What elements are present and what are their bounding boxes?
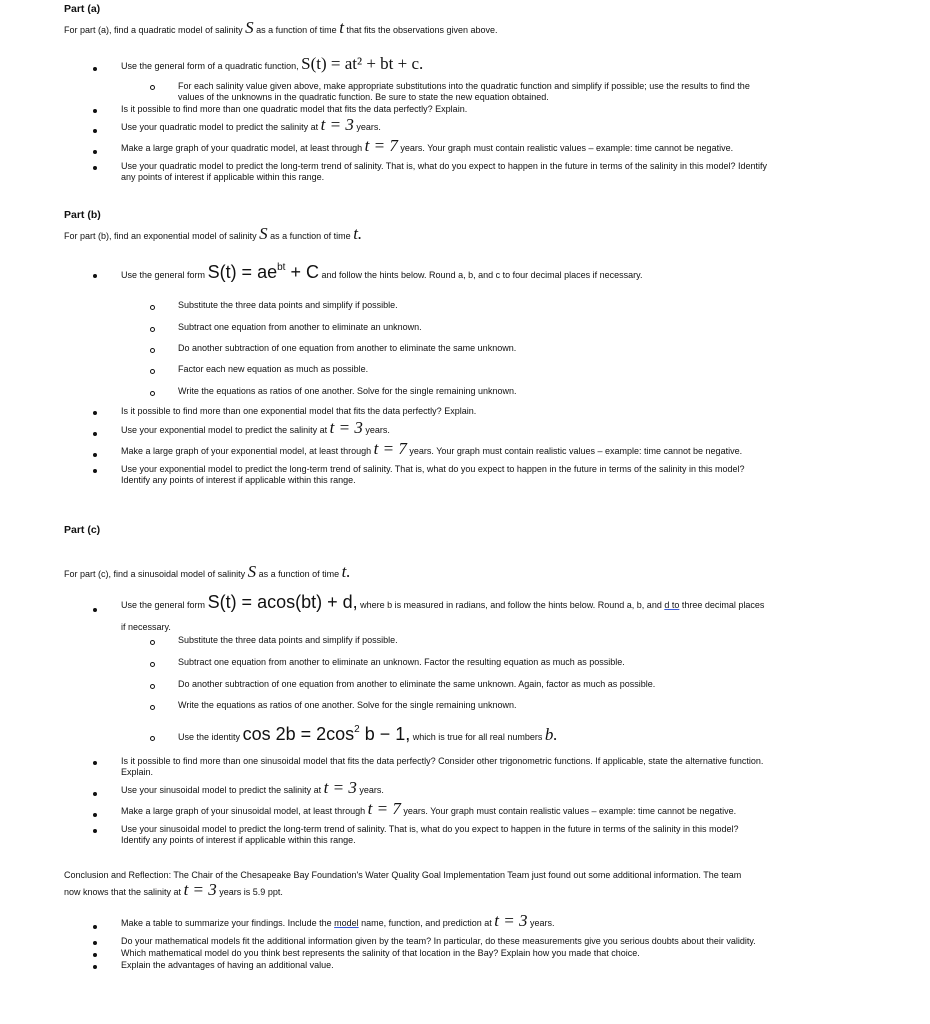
exponential-formula: $S(t) = ae^{bt} + C$	[207, 262, 319, 282]
sub-bullet	[150, 684, 155, 689]
part-c-q2-line2: Explain.	[121, 767, 154, 777]
part-c-q5-line2: Identify any points of interest if applicable within this range.	[121, 835, 356, 845]
sub-bullet	[150, 705, 155, 710]
sub-bullet	[150, 662, 155, 667]
part-c-general-form-line2: if necessary.	[121, 622, 171, 632]
part-c-hint-3: Do another subtraction of one equation from another to eliminate the same unknown. Again, factor as much as possible.	[178, 679, 656, 689]
conclusion-q1: Make a table to summarize your findings. Include the model name, function, and prediction at t = 3 years.	[121, 911, 555, 930]
sub-bullet	[150, 305, 155, 310]
part-c-heading: Part (c)	[64, 524, 101, 536]
sub-bullet	[150, 85, 155, 90]
conclusion-q4: Explain the advantages of having an additional value.	[121, 960, 334, 970]
part-c-q4: Make a large graph of your sinusoidal model, at least through t = 7 years. Your graph must contain realistic values – example: time cannot be negative.	[121, 799, 737, 818]
part-b-hint-2: Subtract one equation from another to eliminate an unknown.	[178, 322, 422, 332]
bullet	[93, 67, 97, 71]
part-b-hint-1: Substitute the three data points and simplify if possible.	[178, 300, 398, 310]
part-c-hint-2: Subtract one equation from another to eliminate an unknown. Factor the resulting equation as much as possible.	[178, 657, 625, 667]
bullet	[93, 608, 97, 612]
part-b-q5-line1: Use your exponential model to predict the long-term trend of salinity. That is, what do you expect to happen in the future in terms of the salinity in this model?	[121, 464, 745, 474]
bullet	[93, 829, 97, 833]
part-a-q2: Is it possible to find more than one quadratic model that fits the data perfectly? Explain.	[121, 104, 468, 114]
bullet	[93, 469, 97, 473]
part-b-heading: Part (b)	[64, 209, 101, 221]
part-a-hint-line2: values of the unknowns in the quadratic function. Be sure to state the new equation obtained.	[178, 92, 549, 102]
part-c-hint-1: Substitute the three data points and simplify if possible.	[178, 635, 398, 645]
sub-bullet	[150, 327, 155, 332]
part-c-general-form: Use the general form S(t) = acos(bt) + d, where b is measured in radians, and follow the hints below. Round a, b, and d to three decimal places	[121, 592, 765, 612]
part-a-q5-line2: any points of interest if applicable within this range.	[121, 172, 325, 182]
part-b-hint-4: Factor each new equation as much as possible.	[178, 364, 369, 374]
bullet	[93, 129, 97, 133]
bullet	[93, 941, 97, 945]
part-c-q3: Use your sinusoidal model to predict the salinity at t = 3 years.	[121, 778, 384, 797]
sub-bullet	[150, 348, 155, 353]
part-c-hint-4: Write the equations as ratios of one another. Solve for the single remaining unknown.	[178, 700, 517, 710]
identity-formula: $\cos 2b = 2\cos^2$ b − 1,	[242, 724, 411, 744]
part-a-q3: Use your quadratic model to predict the salinity at t = 3 years.	[121, 115, 381, 134]
part-a-q4: Make a large graph of your quadratic model, at least through t = 7 years. Your graph must contain realistic values – example: time cannot be negative.	[121, 136, 734, 155]
part-a-heading: Part (a)	[64, 3, 101, 15]
conclusion-q3: Which mathematical model do you think best represents the salinity of that location in the Bay? Explain how you made that choice.	[121, 948, 640, 958]
part-c-q5-line1: Use your sinusoidal model to predict the long-term trend of salinity. That is, what do you expect to happen in the future in terms of the salinity in this model?	[121, 824, 739, 834]
part-b-hint-5: Write the equations as ratios of one another. Solve for the single remaining unknown.	[178, 386, 517, 396]
bullet	[93, 453, 97, 457]
part-b-q5-line2: Identify any points of interest if applicable within this range.	[121, 475, 356, 485]
conclusion-line1: Conclusion and Reflection: The Chair of the Chesapeake Bay Foundation's Water Quality Goal Implementation Team just found out some additional information. The team	[64, 870, 742, 880]
bullet	[93, 411, 97, 415]
bullet	[93, 813, 97, 817]
part-b-intro: For part (b), find an exponential model of salinity S as a function of time t.	[64, 224, 363, 243]
conclusion-line2: now knows that the salinity at t = 3 years is 5.9 ppt.	[64, 880, 283, 899]
part-b-q4: Make a large graph of your exponential model, at least through t = 7 years. Your graph must contain realistic values – example: time cannot be negative.	[121, 439, 743, 458]
bullet	[93, 925, 97, 929]
quadratic-formula: S(t) = at² + bt + c.	[301, 54, 424, 73]
part-b-general-form: Use the general form $S(t) = ae^{bt} + C$ and follow the hints below. Round a, b, and c to four decimal places if necessary.	[121, 262, 643, 282]
part-b-hint-3: Do another subtraction of one equation from another to eliminate the same unknown.	[178, 343, 517, 353]
part-a-hint-line1: For each salinity value given above, make appropriate substitutions into the quadratic function and simplify if possible; use the results to find the	[178, 81, 750, 91]
bullet	[93, 965, 97, 969]
bullet	[93, 792, 97, 796]
sinusoidal-formula: S(t) = acos(bt) + d,	[207, 592, 358, 612]
bullet	[93, 274, 97, 278]
part-c-hint-5: Use the identity $\cos 2b = 2\cos^2$ b − 1, which is true for all real numbers b.	[178, 724, 558, 744]
bullet	[93, 150, 97, 154]
part-c-q2-line1: Is it possible to find more than one sinusoidal model that fits the data perfectly? Consider other trigonometric functions. If applicable, state the alternative function.	[121, 756, 764, 766]
sub-bullet	[150, 640, 155, 645]
sub-bullet	[150, 391, 155, 396]
sub-bullet	[150, 369, 155, 374]
part-a-q5-line1: Use your quadratic model to predict the long-term trend of salinity. That is, what do you expect to happen in the future in terms of the salinity in this model? Identify	[121, 161, 768, 171]
sub-bullet	[150, 736, 155, 741]
part-c-intro: For part (c), find a sinusoidal model of salinity S as a function of time t.	[64, 562, 351, 581]
bullet	[93, 953, 97, 957]
bullet	[93, 432, 97, 436]
bullet	[93, 166, 97, 170]
bullet	[93, 109, 97, 113]
part-a-general-form: Use the general form of a quadratic function, S(t) = at² + bt + c.	[121, 54, 424, 73]
bullet	[93, 761, 97, 765]
conclusion-q2: Do your mathematical models fit the additional information given by the team? In particular, do these measurements give you serious doubts about their validity.	[121, 936, 756, 946]
part-b-q3: Use your exponential model to predict the salinity at t = 3 years.	[121, 418, 390, 437]
part-a-intro: For part (a), find a quadratic model of salinity S as a function of time t that fits the observations given above.	[64, 18, 498, 37]
part-b-q2: Is it possible to find more than one exponential model that fits the data perfectly? Explain.	[121, 406, 477, 416]
